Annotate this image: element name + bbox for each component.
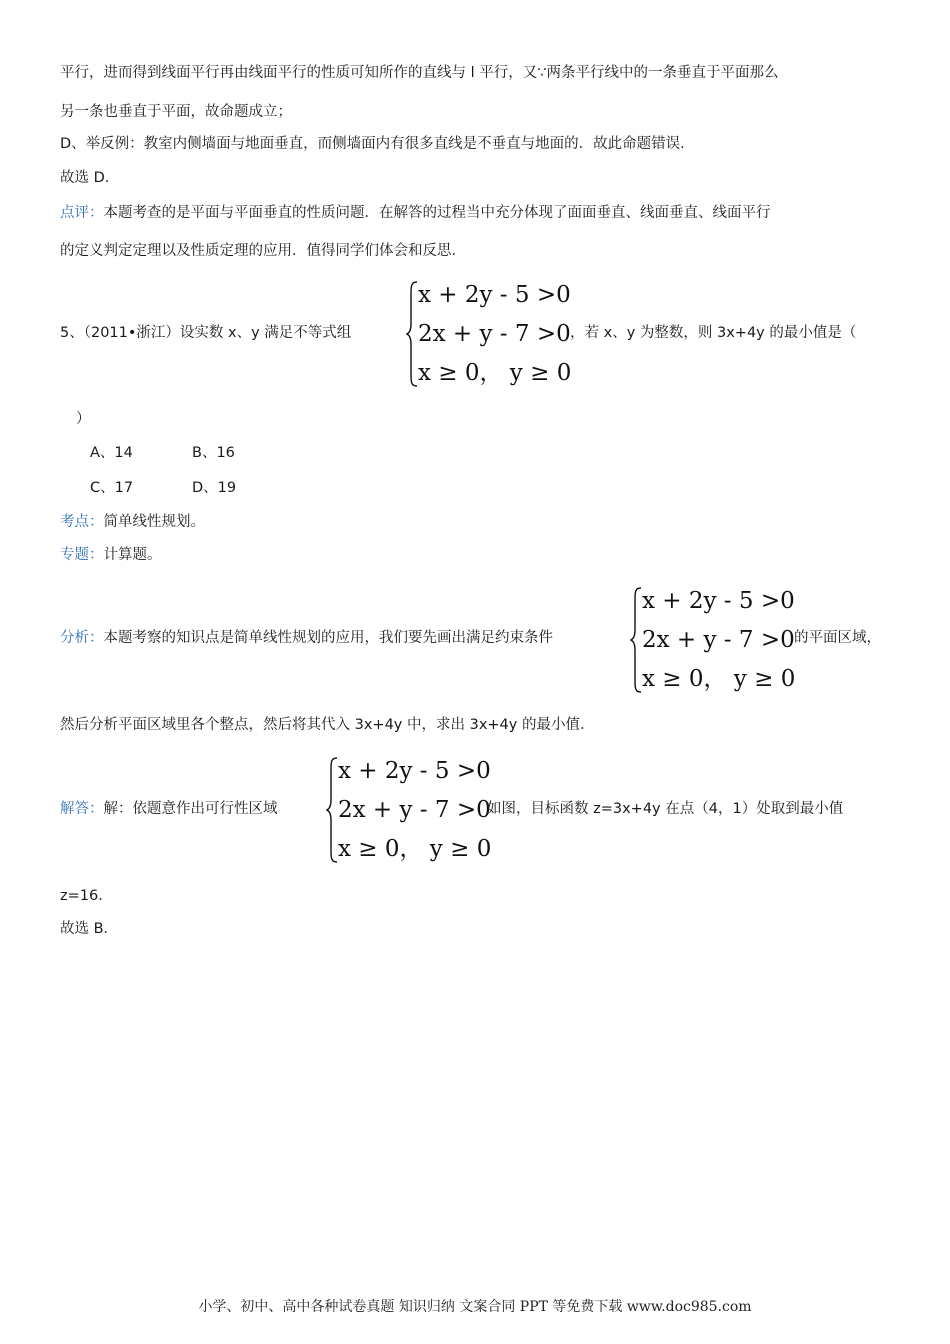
kaodian-text: 简单线性规划。 [103, 514, 205, 530]
comment-text: 本题考查的是平面与平面垂直的性质问题．在解答的过程当中充分体现了面面垂直、线面垂直、线面平行 [103, 205, 771, 221]
zhuanti-label: 专题： [60, 547, 104, 563]
comment-line-2: 的定义判定定理以及性质定理的应用．值得同学们体会和反思． [60, 243, 466, 259]
inequality-row-2: 2x + y - 7 >0 [338, 797, 491, 823]
inequality-row-1: x + 2y - 5 >0 [642, 588, 795, 614]
inequality-row-3: x ≥ 0， y ≥ 0 [418, 360, 572, 386]
inequality-system-jieda [326, 756, 506, 864]
jieda-text-before: 解：依题意作出可行性区域 [103, 801, 278, 817]
inequality-row-1: x + 2y - 5 >0 [338, 758, 491, 784]
left-brace-icon [326, 756, 338, 864]
jieda-result: z=16． [60, 888, 113, 904]
fenxi-label: 分析： [60, 630, 104, 646]
zhuanti-line [60, 545, 162, 565]
option-d-explanation: D、举反例：教室内侧墙面与地面垂直，而侧墙面内有很多直线是不垂直与地面的．故此命题错误． [60, 136, 695, 152]
option-c: C、17 [90, 480, 134, 496]
inequality-row-2: 2x + y - 7 >0 [642, 627, 795, 653]
option-d: D、19 [192, 480, 237, 496]
inequality-system-q5 [406, 280, 586, 388]
page-footer: 小学、初中、高中各种试卷真题 知识归纳 文案合同 PPT 等免费下载 www.doc985.com [198, 1299, 752, 1315]
zhuanti-text: 计算题。 [103, 547, 162, 563]
jieda-text-after: 如图，目标函数 z=3x+4y 在点（4，1）处取到最小值 [487, 801, 844, 817]
fenxi-line-2: 然后分析平面区域里各个整点，然后将其代入 3x+4y 中，求出 3x+4y 的最小值． [60, 717, 595, 733]
fenxi-text-after: 的平面区域， [794, 630, 881, 646]
question-5-suffix: ，若 x、y 为整数，则 3x+4y 的最小值是（ [570, 325, 857, 341]
paragraph-line: 平行，进而得到线面平行再由线面平行的性质可知所作的直线与 l 平行，又∵两条平行线中的一条垂直于平面那么 [60, 65, 779, 81]
option-a: A、14 [90, 445, 133, 461]
jieda-answer: 故选 B． [60, 921, 119, 937]
kaodian-label: 考点： [60, 514, 104, 530]
question-5-prefix: 5、（2011•浙江）设实数 x、y 满足不等式组 [60, 325, 352, 341]
kaodian-line [60, 512, 205, 532]
jieda-label: 解答： [60, 801, 104, 817]
paragraph-line: 另一条也垂直于平面，故命题成立； [60, 104, 292, 120]
inequality-row-3: x ≥ 0， y ≥ 0 [642, 666, 796, 692]
fenxi-line [60, 628, 553, 648]
jieda-line [60, 799, 278, 819]
question-5-close-paren: ） [76, 411, 91, 427]
previous-answer: 故选 D． [60, 170, 120, 186]
inequality-row-1: x + 2y - 5 >0 [418, 282, 571, 308]
inequality-row-2: 2x + y - 7 >0 [418, 321, 571, 347]
inequality-row-3: x ≥ 0， y ≥ 0 [338, 836, 492, 862]
comment-line [60, 203, 771, 223]
comment-label: 点评： [60, 205, 104, 221]
option-b: B、16 [192, 445, 235, 461]
inequality-system-fenxi [630, 586, 810, 694]
left-brace-icon [630, 586, 642, 694]
fenxi-text-before: 本题考察的知识点是简单线性规划的应用，我们要先画出满足约束条件 [103, 630, 553, 646]
left-brace-icon [406, 280, 418, 388]
